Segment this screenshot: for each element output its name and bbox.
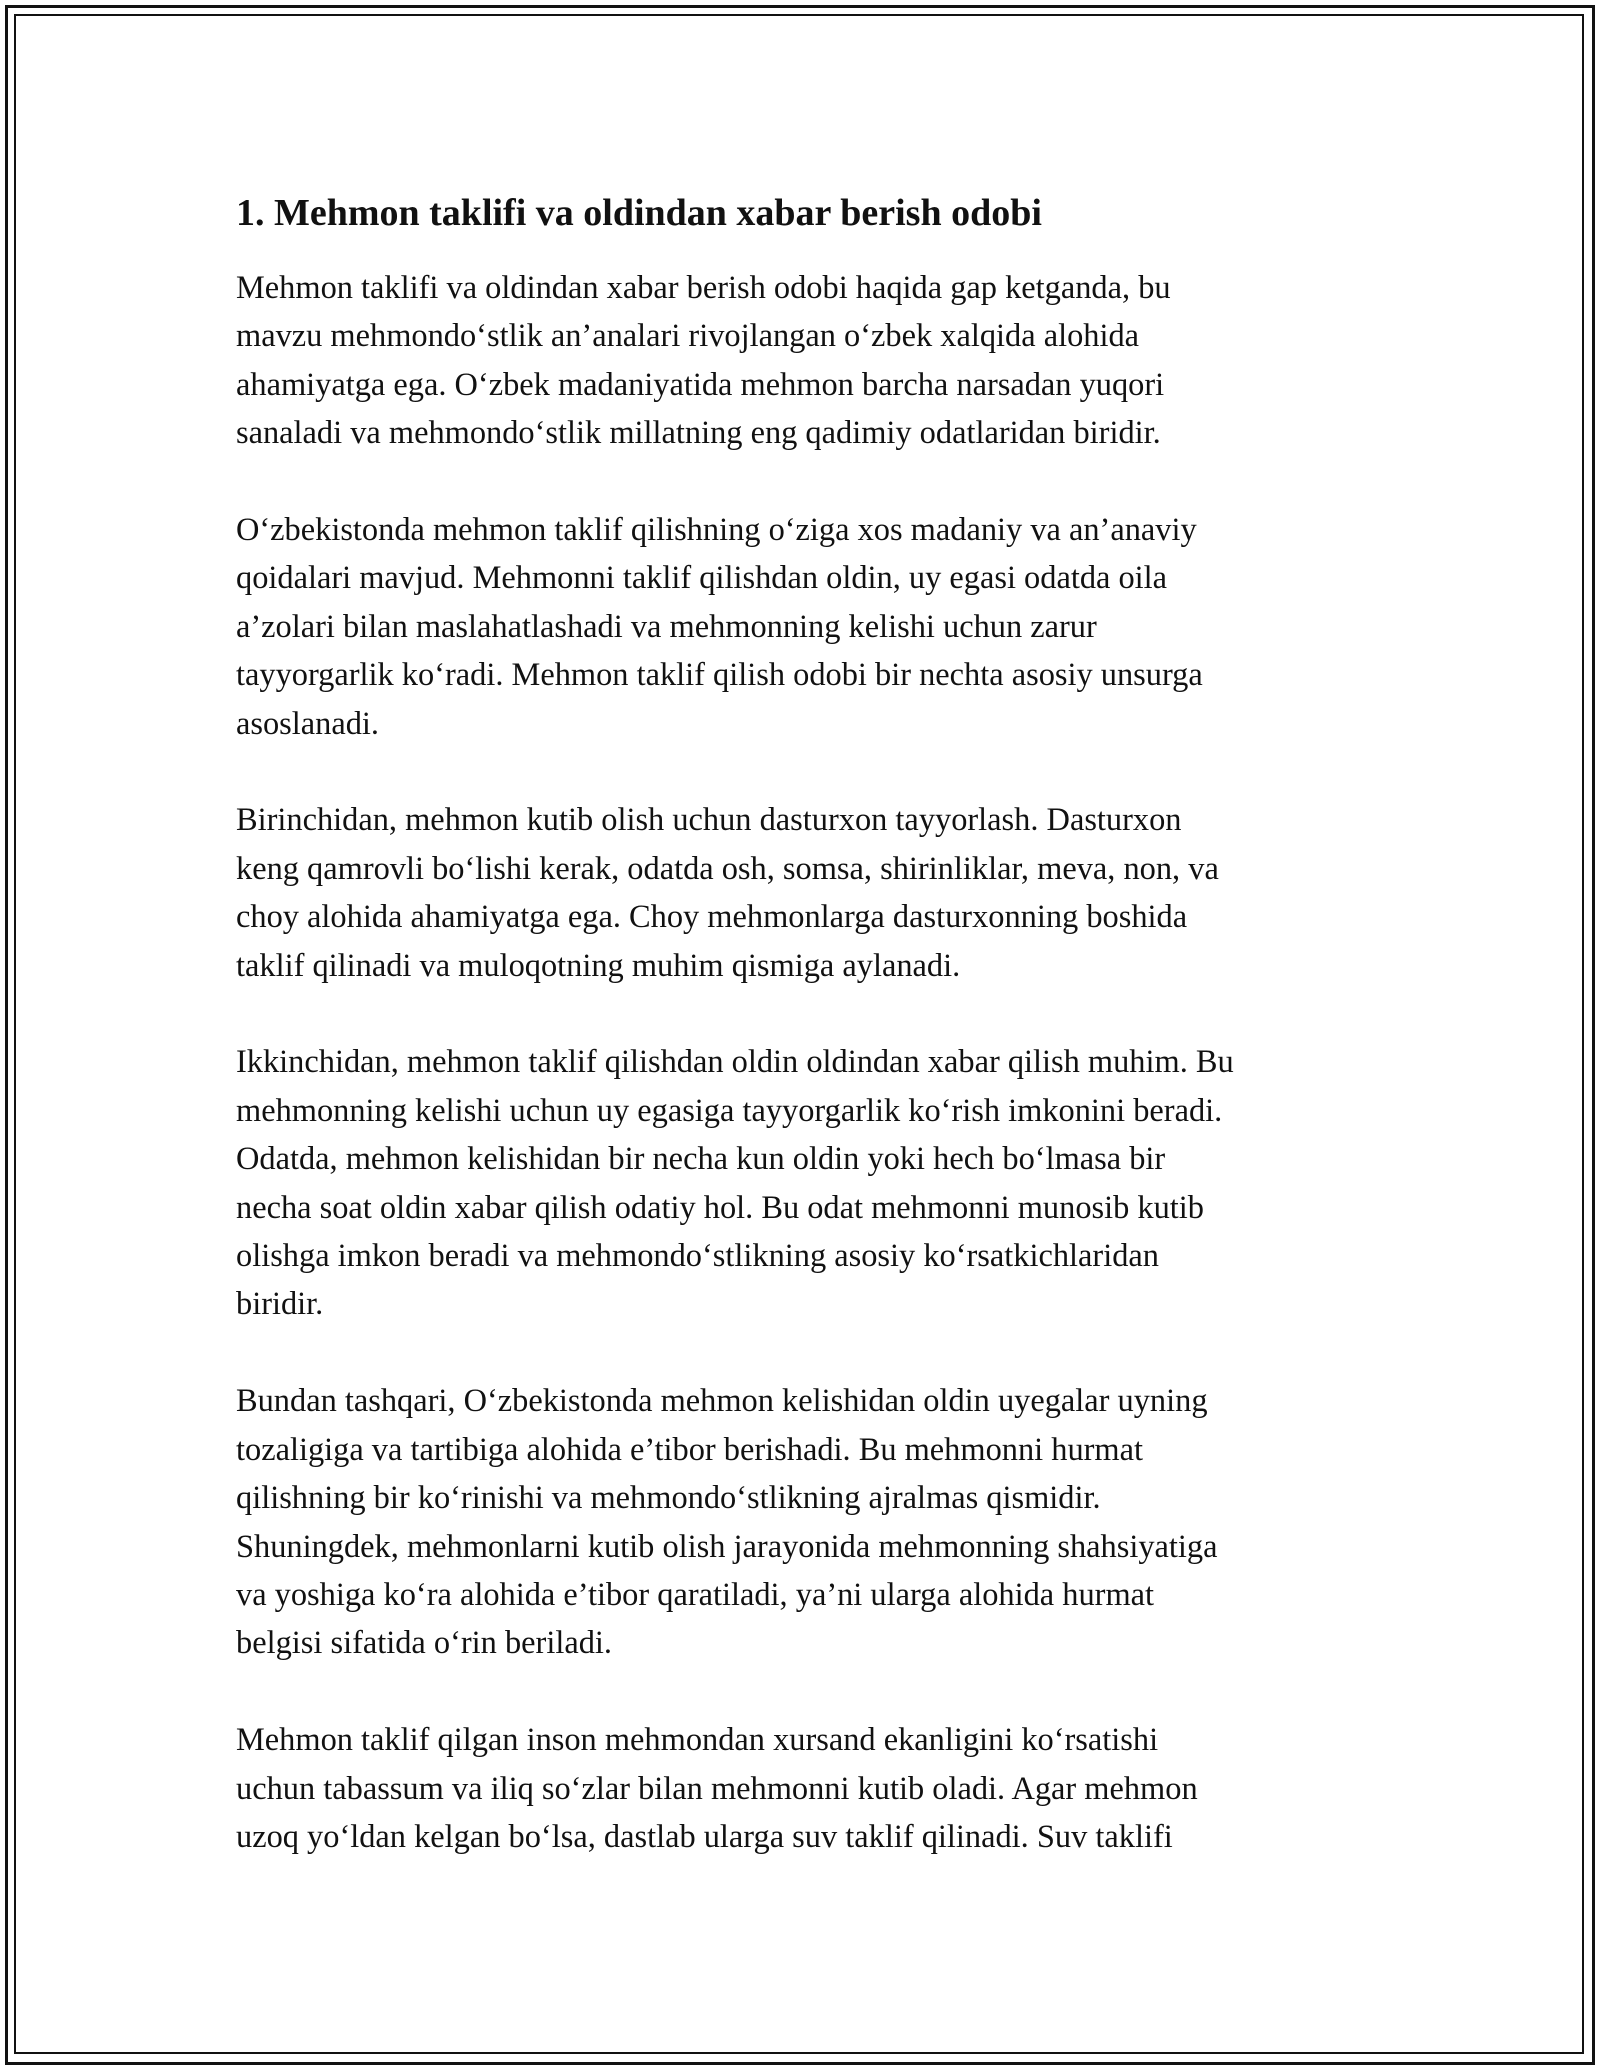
section-heading: 1. Mehmon taklifi va oldindan xabar berish odobi [236,192,1042,234]
paragraph-greeting: Mehmon taklif qilgan inson mehmondan xursand ekanligini ko‘rsatishi uchun tabassum va iliq so‘zlar bilan mehmonni kutib oladi. Agar mehmon uzoq yo‘ldan kelgan bo‘lsa, dastlab ularga suv taklif qilinadi. Suv taklifi [236,1722,1198,1855]
paragraph-second-point: Ikkinchidan, mehmon taklif qilishdan oldin oldindan xabar qilish muhim. Bu mehmonning kelishi uchun uy egasiga tayyorgarlik ko‘rish imkonini beradi. Odatda, mehmon kelishidan bir necha kun oldin yoki hech bo‘lmasa bir necha soat oldin xabar qilish odatiy hol. Bu odat mehmonni munosib kutib olishga imkon beradi va mehmondo‘stlikning asosiy ko‘rsatkichlaridan biridir. [236,1044,1234,1323]
paragraph-invitation-rules: O‘zbekistonda mehmon taklif qilishning o‘ziga xos madaniy va an’anaviy qoidalari mavjud. Mehmonni taklif qilishdan oldin, uy egasi odatda oila a’zolari bilan maslahatlashadi va mehmonning kelishi uchun zarur tayyorgarlik ko‘radi. Mehmon taklif qilish odobi bir nechta asosiy unsurga asoslanadi. [236,512,1203,742]
paragraph-first-point: Birinchidan, mehmon kutib olish uchun dasturxon tayyorlash. Dasturxon keng qamrovli bo‘lishi kerak, odatda osh, somsa, shirinliklar, meva, non, va choy alohida ahamiyatga ega. Choy mehmonlarga dasturxonning boshida taklif qilinadi va muloqotning muhim qismiga aylanadi. [236,802,1219,984]
paragraph-cleanliness: Bundan tashqari, O‘zbekistonda mehmon kelishidan oldin uyegalar uyning tozaligiga va tartibiga alohida e’tibor berishadi. Bu mehmonni hurmat qilishning bir ko‘rinishi va mehmondo‘stlikning ajralmas qismidir. Shuningdek, mehmonlarni kutib olish jarayonida mehmonning shahsiyatiga va yoshiga ko‘ra alohida e’tibor qaratiladi, ya’ni ularga alohida hurmat belgisi sifatida o‘rin beriladi. [236,1383,1218,1662]
document-body [236,188,1376,1861]
paragraph-intro: Mehmon taklifi va oldindan xabar berish odobi haqida gap ketganda, bu mavzu mehmondo‘stlik an’analari rivojlangan o‘zbek xalqida alohida ahamiyatga ega. O‘zbek madaniyatida mehmon barcha narsadan yuqori sanaladi va mehmondo‘stlik millatning eng qadimiy odatlaridan biridir. [236,270,1171,452]
